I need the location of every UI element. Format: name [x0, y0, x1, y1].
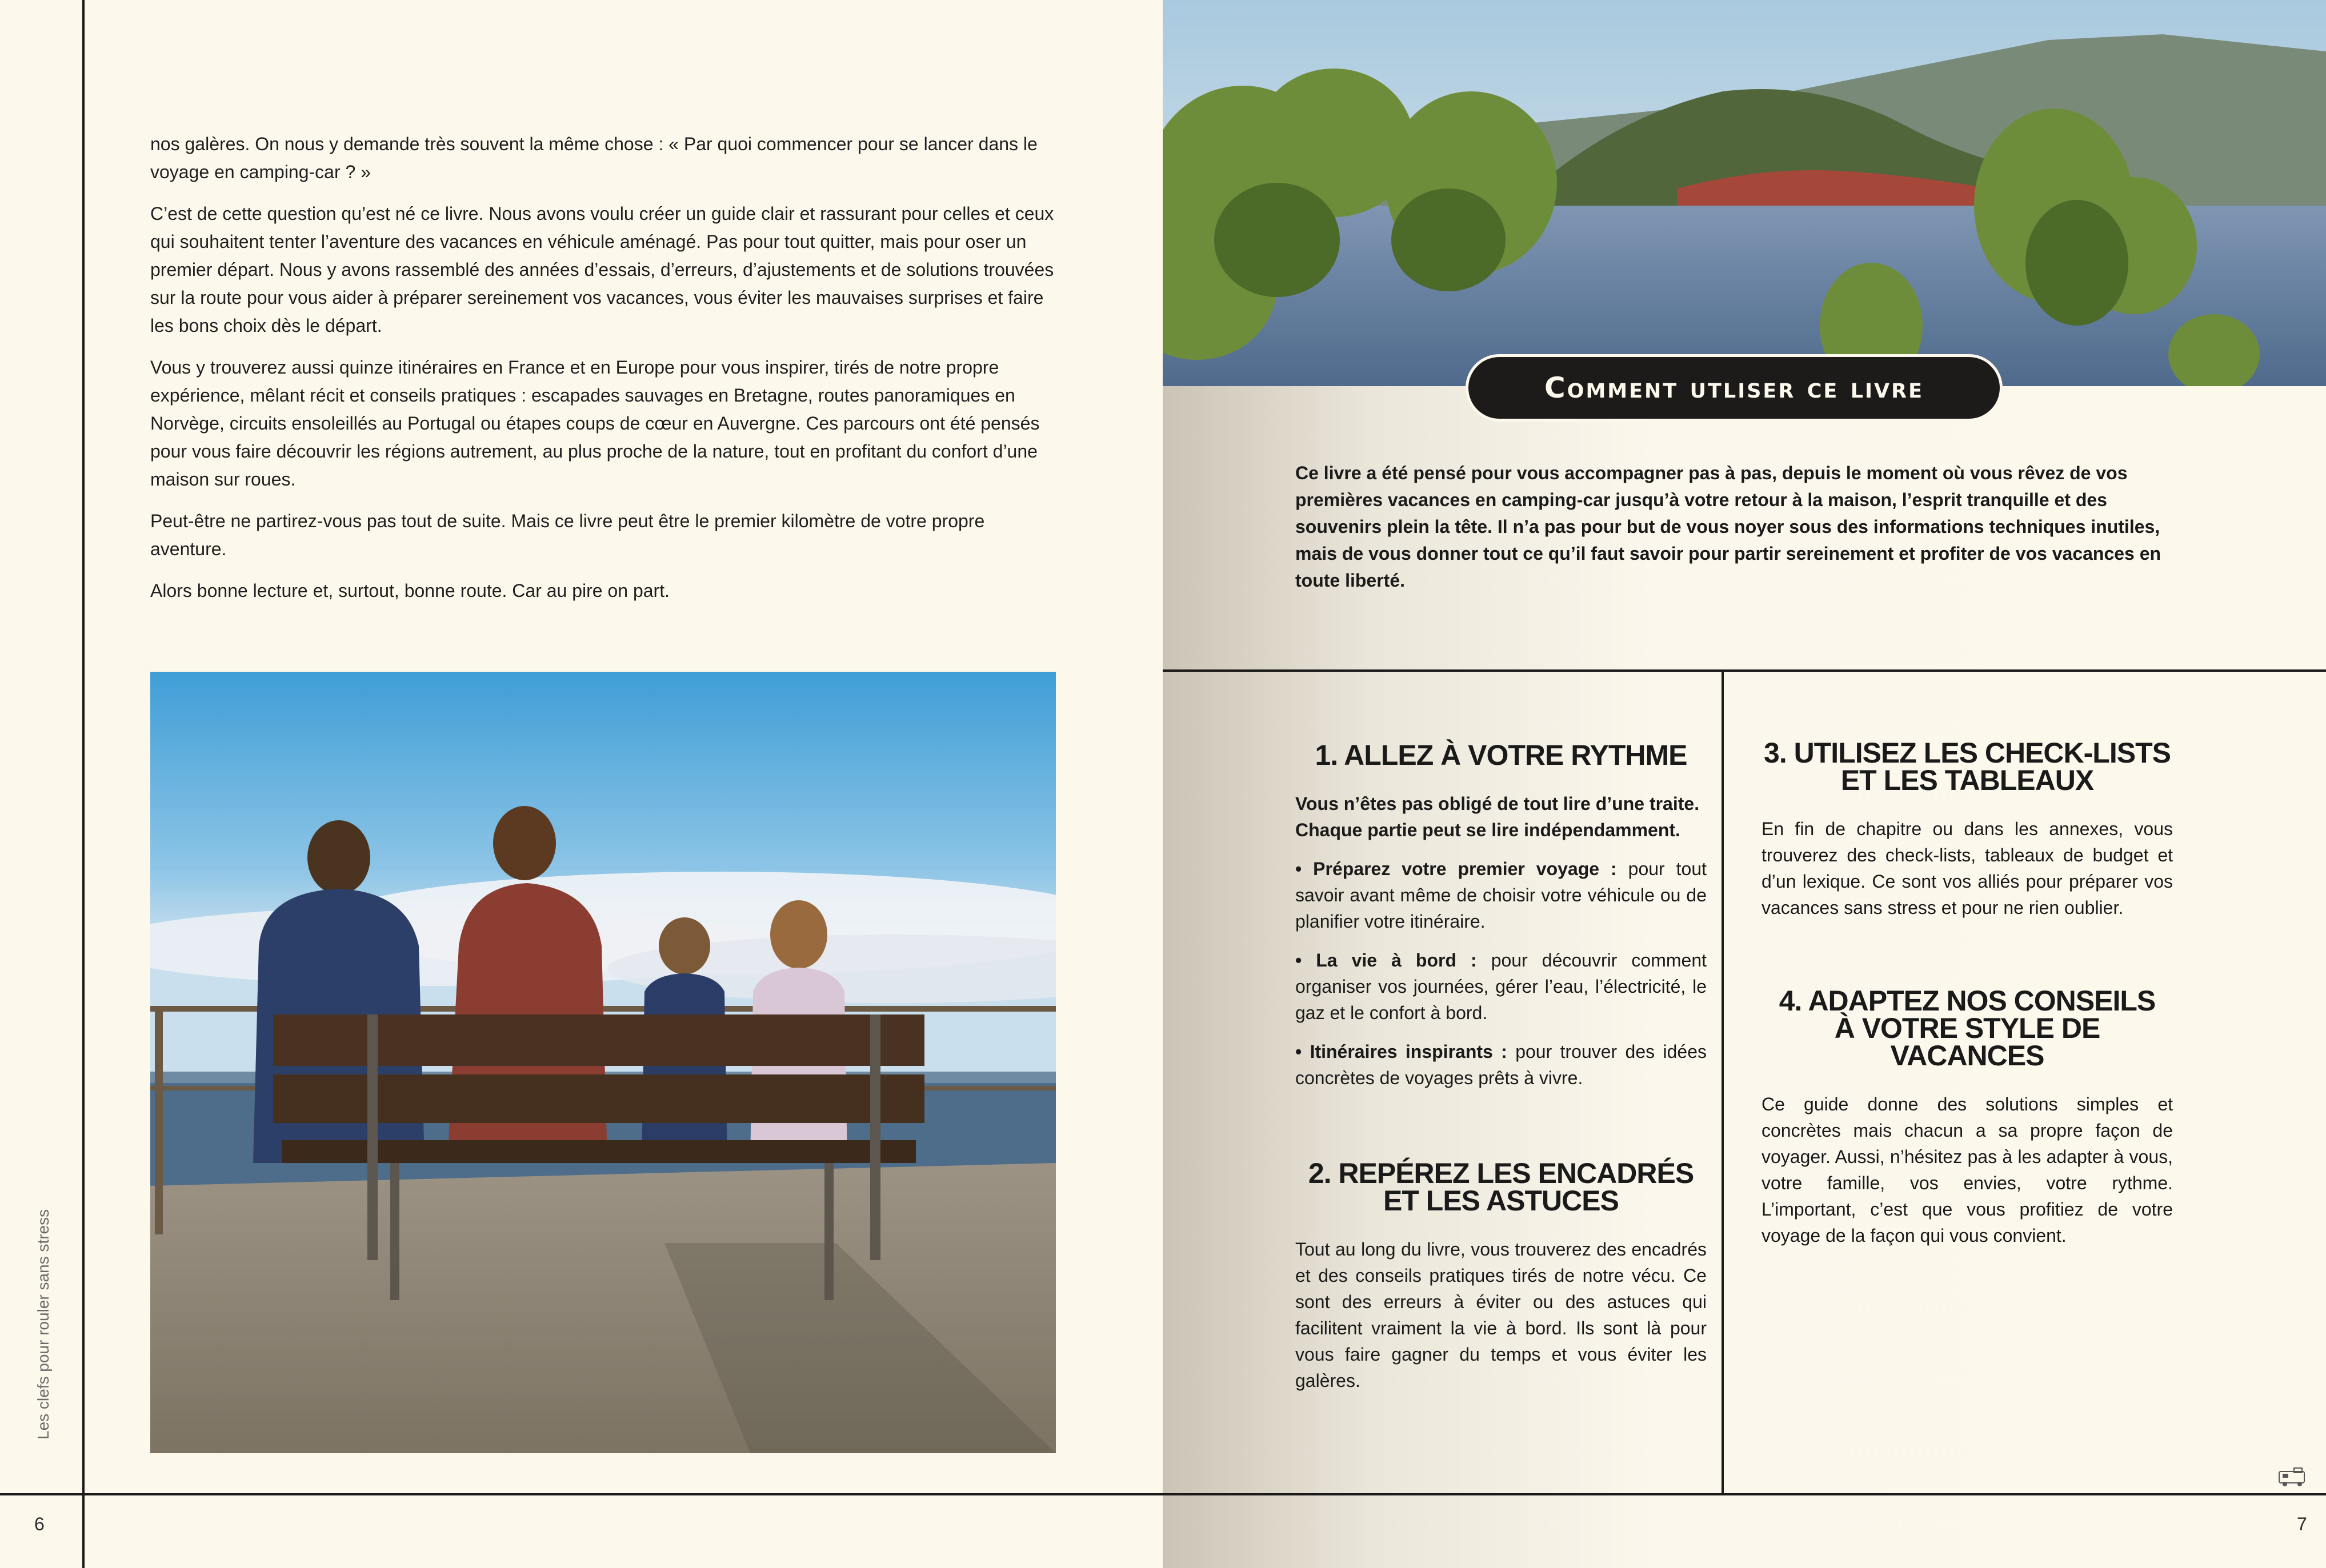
item-label: • La vie à bord :	[1295, 950, 1477, 971]
heading-line: À VOTRE STYLE DE VACANCES	[1834, 1012, 2100, 1072]
item-label: • Itinéraires inspirants :	[1295, 1041, 1507, 1062]
section-title: Comment utliser ce livre	[1544, 371, 1924, 404]
lake-photo	[1163, 0, 2326, 386]
section-lead: Vous n’êtes pas obligé de tout lire d’une traite. Chaque partie peut se lire indépendamment.	[1295, 793, 1700, 840]
running-title: Les clefs pour rouler sans stress	[34, 1209, 52, 1439]
heading-line: ET LES TABLEAUX	[1840, 764, 2094, 796]
body-text	[150, 130, 1056, 619]
heading-line: 4. ADAPTEZ NOS CONSEILS	[1779, 985, 2156, 1017]
intro-paragraph: Ce livre a été pensé pour vous accompagner pas à pas, depuis le moment où vous rêvez de vos premières vacances en camping-car jusqu’à votre retour à la maison, l’esprit tranquille et des souvenirs plein la tête. Il n’a pas pour but de vous noyer sous des informations techniques inutiles, mais de vous donner tout ce qu’il faut savoir pour partir sereinement et profiter de vos vacances en toute liberté.	[1295, 463, 2161, 591]
list-item	[1295, 856, 1707, 935]
paragraph: Alors bonne lecture et, surtout, bonne route. Car au pire on part.	[150, 580, 670, 601]
paragraph: nos galères. On nous y demande très souvent la même chose : « Par quoi commencer pour se lancer dans le voyage en camping-car ? »	[150, 134, 1038, 182]
footer-rule	[1163, 1493, 2326, 1495]
heading-line: ET LES ASTUCES	[1383, 1185, 1619, 1217]
section-checklists	[1761, 739, 2173, 933]
section-heading	[1295, 1157, 1707, 1217]
section-body: Tout au long du livre, vous trouverez des encadrés et des conseils pratiques tirés de notre vécu. Ce sont des erreurs à éviter ou des astuces qui facilitent vraiment la vie à bord. Ils sont là pour vous faire gagner du temps et vous éviter les galères.	[1295, 1239, 1707, 1391]
page-number: 6	[34, 1514, 45, 1534]
grid-rule-vertical	[1722, 669, 1724, 1494]
margin-rule	[82, 0, 85, 1568]
section-body: Ce guide donne des solutions simples et concrètes mais chacun a sa propre façon de voyager. Aussi, n’hésitez pas à les adapter à vous, votre famille, vos envies, votre rythme. L’important, c’est que vous profitiez de votre voyage de la façon qui vous convient.	[1761, 1094, 2173, 1246]
list-item	[1295, 1038, 1707, 1091]
section-body: En fin de chapitre ou dans les annexes, vous trouverez des check-lists, tableaux de budget et d’un lexique. Ce sont vos alliés pour préparer vos vacances sans stress et pour ne rien oublier.	[1761, 819, 2173, 918]
right-page	[1163, 0, 2326, 1568]
footer-rule	[0, 1493, 1163, 1495]
family-bench-photo	[150, 672, 1056, 1453]
item-label: • Préparez votre premier voyage :	[1295, 859, 1617, 879]
list-item	[1295, 947, 1707, 1026]
paragraph: Peut-être ne partirez-vous pas tout de suite. Mais ce livre peut être le premier kilomètre de votre propre aventure.	[150, 511, 985, 559]
paragraph: C’est de cette question qu’est né ce livre. Nous avons voulu créer un guide clair et rassurant pour celles et ceux qui souhaitent tenter l’aventure des vacances en véhicule aménagé. Pas pour tout quitter, mais pour oser un premier départ. Nous y avons rassemblé des années d’essais, d’erreurs, d’ajustements et de solutions trouvées sur la route pour vous aider à préparer sereinement vos vacances, vous éviter les mauvaises surprises et faire les bons choix dès le départ.	[150, 203, 1054, 336]
section-title-banner	[1466, 354, 2003, 422]
grid-rule-top	[1163, 669, 2326, 672]
item-text: pour tout savoir avant même de choisir votre véhicule ou de planifier votre itinéraire.	[1295, 859, 1707, 932]
section-heading	[1761, 739, 2173, 794]
section-rhythm	[1295, 741, 1707, 1104]
item-text: pour trouver des idées concrètes de voyages prêts à vivre.	[1295, 1041, 1707, 1088]
item-text: pour découvrir comment organiser vos journées, gérer l’eau, l’électricité, le gaz et le confort à bord.	[1295, 950, 1707, 1023]
section-heading: 1. ALLEZ À VOTRE RYTHME	[1315, 739, 1687, 771]
section-heading	[1761, 985, 2173, 1072]
heading-line: 2. REPÉREZ LES ENCADRÉS	[1308, 1157, 1694, 1189]
heading-line: 3. UTILISEZ LES CHECK-LISTS	[1764, 737, 2171, 769]
camper-van-icon	[2277, 1466, 2311, 1489]
paragraph: Vous y trouverez aussi quinze itinéraires en France et en Europe pour vous inspirer, tirés de notre propre expérience, mêlant récit et conseils pratiques : escapades sauvages en Bretagne, routes panoramiques en Norvège, circuits ensoleillés au Portugal ou étapes coups de cœur en Auvergne. Ces parcours ont été pensés pour vous faire découvrir les régions autrement, au plus proche de la nature, tout en profitant du confort d’une maison sur roues.	[150, 357, 1040, 490]
section-adapt	[1761, 987, 2173, 1261]
section-tips	[1295, 1157, 1707, 1406]
page-number: 7	[2297, 1514, 2307, 1534]
